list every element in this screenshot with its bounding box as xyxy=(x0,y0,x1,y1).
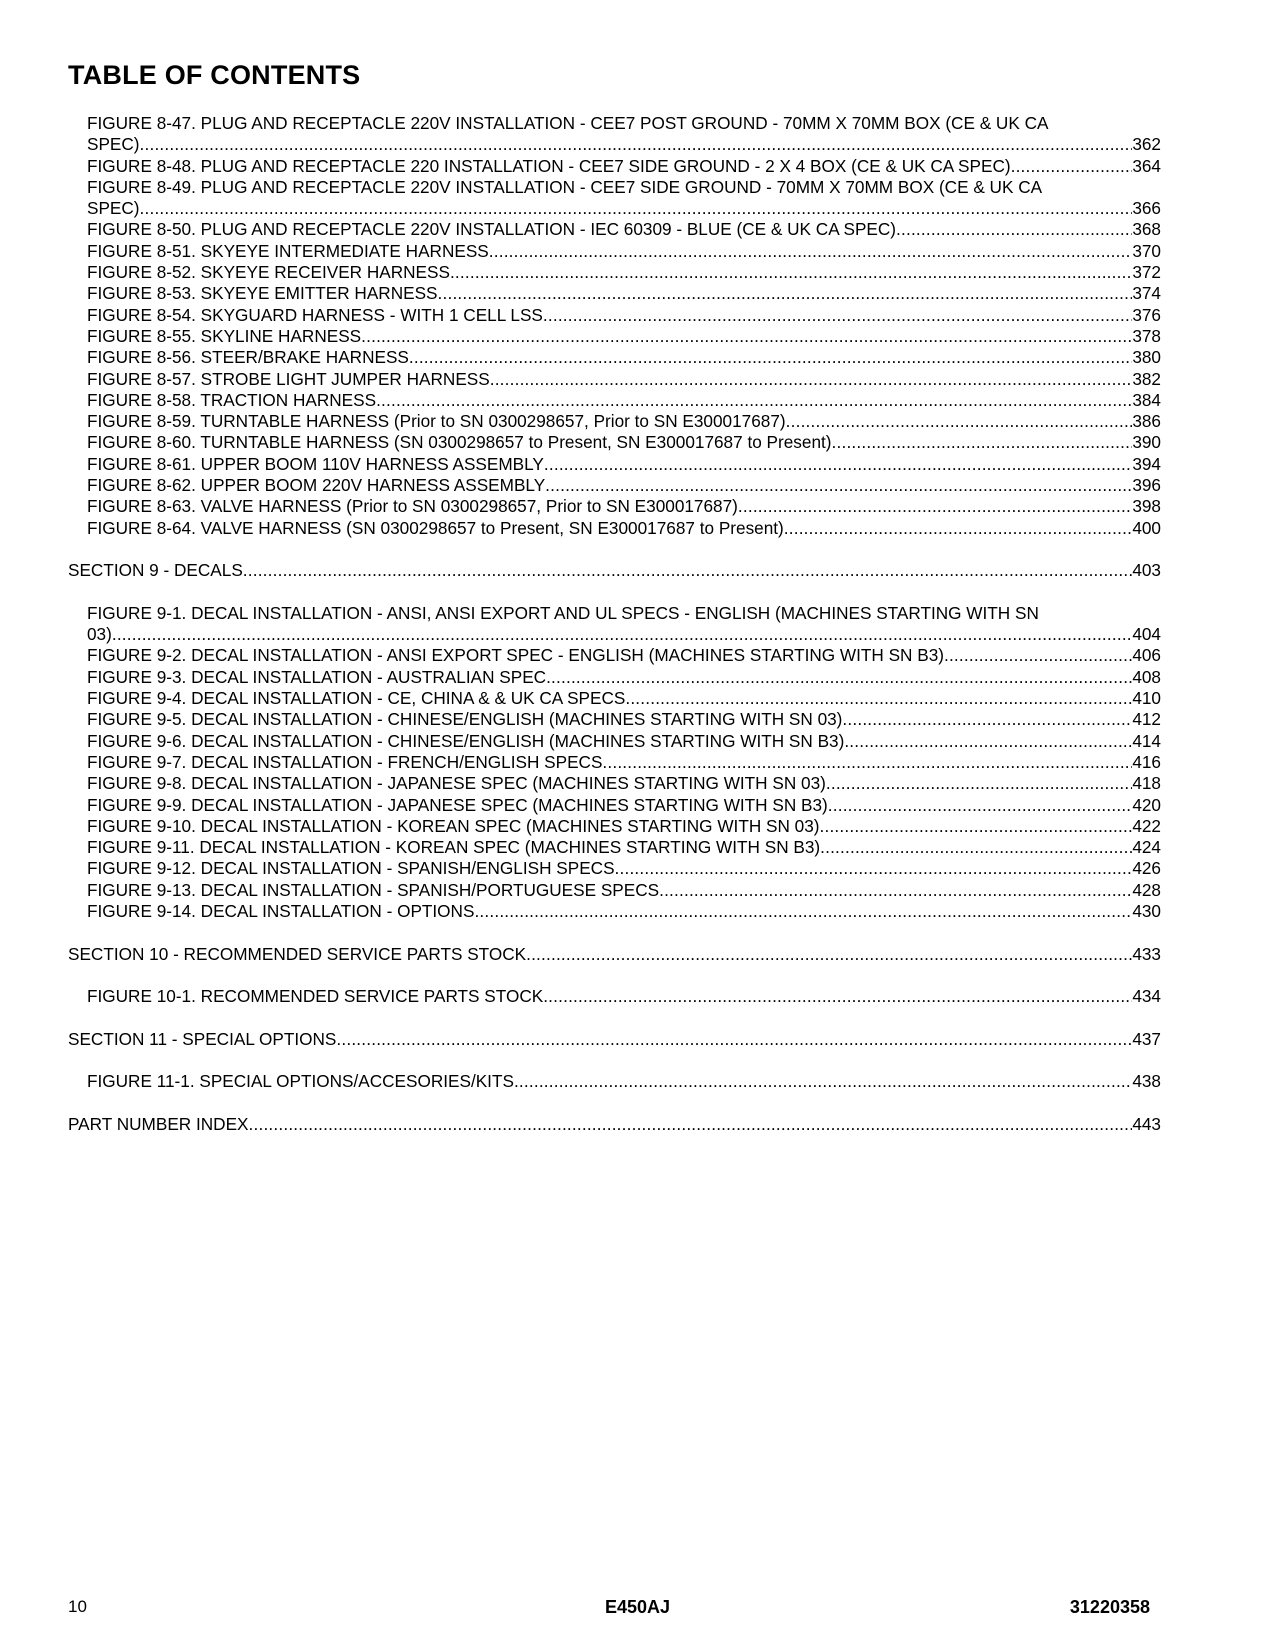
toc-entry-title: SPEC) xyxy=(87,198,140,219)
toc-entry-page: 382 xyxy=(1132,368,1161,389)
toc-entry-title: FIGURE 8-52. SKYEYE RECEIVER HARNESS xyxy=(87,262,450,283)
dot-leader xyxy=(602,752,1132,773)
toc-figure-entry[interactable] xyxy=(0,305,1275,326)
toc-entry-page: 362 xyxy=(1132,134,1161,155)
toc-entry-page: 443 xyxy=(1132,1113,1161,1134)
toc-entry-title: FIGURE 8-50. PLUG AND RECEPTACLE 220V INSTALLATION - IEC 60309 - BLUE (CE & UK CA SPEC) xyxy=(87,219,897,240)
toc-entry-page: 404 xyxy=(1132,624,1161,645)
toc-entry-title: FIGURE 8-57. STROBE LIGHT JUMPER HARNESS xyxy=(87,368,490,389)
toc-entry-page: 390 xyxy=(1132,432,1161,453)
spacer xyxy=(0,965,1275,986)
toc-entry-title-line1: FIGURE 8-49. PLUG AND RECEPTACLE 220V INSTALLATION - CEE7 SIDE GROUND - 70MM X 70MM BOX (CE & UK CA xyxy=(87,176,1043,197)
footer-model: E450AJ xyxy=(604,1597,671,1617)
toc-figure-entry[interactable] xyxy=(0,837,1275,858)
toc-entry-title: FIGURE 8-51. SKYEYE INTERMEDIATE HARNESS xyxy=(87,240,489,261)
toc-figure-entry[interactable] xyxy=(0,752,1275,773)
dot-leader xyxy=(738,496,1132,517)
toc-figure-entry[interactable] xyxy=(0,667,1275,688)
toc-figure-entry[interactable] xyxy=(0,347,1275,368)
toc-entry-page: 406 xyxy=(1132,645,1161,666)
toc-figure-entry[interactable] xyxy=(0,496,1275,517)
toc-figure-entry[interactable] xyxy=(0,773,1275,794)
dot-leader xyxy=(490,369,1133,390)
toc-entry-title: FIGURE 9-13. DECAL INSTALLATION - SPANISH/PORTUGUESE SPECS xyxy=(87,879,660,900)
dot-leader xyxy=(1011,156,1133,177)
toc-entry-page: 430 xyxy=(1132,900,1161,921)
toc-list xyxy=(0,113,1275,1135)
toc-entry-page: 433 xyxy=(1132,943,1161,964)
toc-entry-title: SECTION 9 - DECALS xyxy=(68,560,243,581)
dot-leader xyxy=(784,518,1133,539)
toc-entry-title: FIGURE 8-48. PLUG AND RECEPTACLE 220 INSTALLATION - CEE7 SIDE GROUND - 2 X 4 BOX (CE & UK CA SPEC) xyxy=(87,155,1011,176)
toc-entry-page: 370 xyxy=(1132,240,1161,261)
toc-entry-title: FIGURE 9-9. DECAL INSTALLATION - JAPANESE SPEC (MACHINES STARTING WITH SN B3) xyxy=(87,794,828,815)
toc-entry-page: 364 xyxy=(1132,155,1161,176)
toc-entry-page: 408 xyxy=(1132,666,1161,687)
toc-entry-title: FIGURE 8-61. UPPER BOOM 110V HARNESS ASSEMBLY xyxy=(87,453,544,474)
toc-entry-title: SECTION 11 - SPECIAL OPTIONS xyxy=(68,1028,337,1049)
toc-entry-page: 426 xyxy=(1132,858,1161,879)
spacer xyxy=(0,1050,1275,1071)
toc-entry-title: FIGURE 8-63. VALVE HARNESS (Prior to SN 0300298657, Prior to SN E300017687) xyxy=(87,496,738,517)
toc-entry-title-line1: FIGURE 9-1. DECAL INSTALLATION - ANSI, ANSI EXPORT AND UL SPECS - ENGLISH (MACHINES STARTING WITH SN xyxy=(87,602,1039,623)
page-title: TABLE OF CONTENTS xyxy=(68,60,361,90)
toc-figure-entry[interactable] xyxy=(0,603,1275,646)
toc-entry-title: SECTION 10 - RECOMMENDED SERVICE PARTS STOCK xyxy=(68,943,527,964)
toc-entry-title: FIGURE 8-62. UPPER BOOM 220V HARNESS ASSEMBLY xyxy=(87,475,546,496)
dot-leader xyxy=(489,241,1133,262)
dot-leader xyxy=(526,944,1132,965)
dot-leader xyxy=(543,986,1132,1007)
toc-figure-entry[interactable] xyxy=(0,432,1275,453)
dot-leader xyxy=(546,667,1132,688)
toc-entry-title-line1: FIGURE 8-47. PLUG AND RECEPTACLE 220V INSTALLATION - CEE7 POST GROUND - 70MM X 70MM BOX (CE & UK CA xyxy=(87,113,1049,133)
toc-entry-title: FIGURE 8-59. TURNTABLE HARNESS (Prior to SN 0300298657, Prior to SN E300017687) xyxy=(87,411,786,432)
toc-entry-page: 412 xyxy=(1132,709,1161,730)
dot-leader xyxy=(826,773,1132,794)
dot-leader xyxy=(545,475,1132,496)
toc-entry-title: FIGURE 9-4. DECAL INSTALLATION - CE, CHINA & & UK CA SPECS xyxy=(87,688,626,709)
dot-leader xyxy=(450,262,1132,283)
toc-entry-page: 386 xyxy=(1132,411,1161,432)
toc-entry-title: FIGURE 9-14. DECAL INSTALLATION - OPTIONS xyxy=(87,900,475,921)
dot-leader xyxy=(842,709,1132,730)
dot-leader xyxy=(832,432,1133,453)
toc-entry-page: 374 xyxy=(1132,283,1161,304)
toc-figure-entry[interactable] xyxy=(0,475,1275,496)
toc-entry-page: 438 xyxy=(1132,1071,1161,1092)
toc-entry-page: 410 xyxy=(1132,688,1161,709)
toc-entry-page: 398 xyxy=(1132,496,1161,517)
toc-figure-entry[interactable] xyxy=(0,731,1275,752)
toc-section-entry[interactable] xyxy=(0,1114,1275,1135)
toc-entry-page: 437 xyxy=(1132,1028,1161,1049)
dot-leader xyxy=(820,837,1132,858)
toc-entry-title: FIGURE 8-58. TRACTION HARNESS xyxy=(87,389,377,410)
toc-entry-page: 418 xyxy=(1132,773,1161,794)
toc-figure-entry[interactable] xyxy=(0,858,1275,879)
dot-leader xyxy=(112,624,1132,645)
toc-entry-title: FIGURE 9-2. DECAL INSTALLATION - ANSI EXPORT SPEC - ENGLISH (MACHINES STARTING WITH SN B3) xyxy=(87,645,944,666)
toc-figure-entry[interactable] xyxy=(0,645,1275,666)
dot-leader xyxy=(615,858,1133,879)
dot-leader xyxy=(243,560,1133,581)
toc-figure-entry[interactable] xyxy=(0,156,1275,177)
toc-entry-title: FIGURE 10-1. RECOMMENDED SERVICE PARTS STOCK xyxy=(87,986,544,1007)
dot-leader xyxy=(543,305,1132,326)
dot-leader xyxy=(376,390,1132,411)
dot-leader xyxy=(820,816,1133,837)
toc-entry-title: SPEC) xyxy=(87,134,140,155)
dot-leader xyxy=(514,1071,1132,1092)
toc-entry-page: 414 xyxy=(1132,730,1161,751)
toc-figure-entry[interactable] xyxy=(0,113,1275,156)
dot-leader xyxy=(896,219,1132,240)
toc-entry-page: 403 xyxy=(1132,560,1161,581)
dot-leader xyxy=(828,795,1133,816)
toc-figure-entry[interactable] xyxy=(0,816,1275,837)
toc-entry-page: 384 xyxy=(1132,389,1161,410)
toc-figure-entry[interactable] xyxy=(0,177,1275,220)
toc-figure-entry[interactable] xyxy=(0,1071,1275,1092)
spacer xyxy=(0,1007,1275,1028)
toc-figure-entry[interactable] xyxy=(0,262,1275,283)
toc-figure-entry[interactable] xyxy=(0,241,1275,262)
toc-figure-entry[interactable] xyxy=(0,986,1275,1007)
dot-leader xyxy=(474,901,1132,922)
toc-entry-title: FIGURE 9-3. DECAL INSTALLATION - AUSTRALIAN SPEC xyxy=(87,666,547,687)
dot-leader xyxy=(249,1114,1133,1135)
toc-entry-title: PART NUMBER INDEX xyxy=(68,1113,249,1134)
spacer xyxy=(0,922,1275,943)
toc-figure-entry[interactable] xyxy=(0,518,1275,539)
toc-entry-title: FIGURE 8-54. SKYGUARD HARNESS - WITH 1 CELL LSS xyxy=(87,304,543,325)
toc-entry-title: FIGURE 9-7. DECAL INSTALLATION - FRENCH/ENGLISH SPECS xyxy=(87,751,603,772)
spacer xyxy=(0,1093,1275,1114)
toc-entry-page: 396 xyxy=(1132,475,1161,496)
toc-entry-page: 368 xyxy=(1132,219,1161,240)
dot-leader xyxy=(361,326,1132,347)
dot-leader xyxy=(625,688,1132,709)
toc-entry-title: FIGURE 9-5. DECAL INSTALLATION - CHINESE/ENGLISH (MACHINES STARTING WITH SN 03) xyxy=(87,709,843,730)
toc-section-entry[interactable] xyxy=(0,944,1275,965)
toc-section-entry[interactable] xyxy=(0,1029,1275,1050)
toc-entry-page: 372 xyxy=(1132,262,1161,283)
spacer xyxy=(0,539,1275,560)
toc-entry-page: 400 xyxy=(1132,517,1161,538)
toc-figure-entry[interactable] xyxy=(0,369,1275,390)
toc-section-entry[interactable] xyxy=(0,560,1275,581)
toc-entry-title: FIGURE 9-11. DECAL INSTALLATION - KOREAN SPEC (MACHINES STARTING WITH SN B3) xyxy=(87,837,821,858)
dot-leader xyxy=(438,283,1133,304)
toc-entry-title: FIGURE 8-53. SKYEYE EMITTER HARNESS xyxy=(87,283,438,304)
dot-leader xyxy=(659,880,1132,901)
dot-leader xyxy=(786,411,1133,432)
dot-leader xyxy=(944,645,1132,666)
toc-entry-page: 380 xyxy=(1132,347,1161,368)
toc-figure-entry[interactable] xyxy=(0,411,1275,432)
toc-entry-page: 378 xyxy=(1132,325,1161,346)
dot-leader xyxy=(336,1029,1132,1050)
toc-entry-page: 424 xyxy=(1132,837,1161,858)
toc-figure-entry[interactable] xyxy=(0,283,1275,304)
toc-figure-entry[interactable] xyxy=(0,326,1275,347)
toc-entry-page: 416 xyxy=(1132,751,1161,772)
dot-leader xyxy=(140,134,1133,155)
dot-leader xyxy=(409,347,1132,368)
toc-figure-entry[interactable] xyxy=(0,880,1275,901)
footer-page-number: 10 xyxy=(68,1597,87,1616)
toc-figure-entry[interactable] xyxy=(0,688,1275,709)
toc-figure-entry[interactable] xyxy=(0,219,1275,240)
toc-entry-title: 03) xyxy=(87,624,112,645)
dot-leader xyxy=(844,731,1132,752)
toc-figure-entry[interactable] xyxy=(0,901,1275,922)
toc-entry-page: 428 xyxy=(1132,879,1161,900)
toc-entry-title: FIGURE 11-1. SPECIAL OPTIONS/ACCESORIES/KITS xyxy=(87,1071,514,1092)
toc-figure-entry[interactable] xyxy=(0,709,1275,730)
toc-entry-title: FIGURE 9-12. DECAL INSTALLATION - SPANISH/ENGLISH SPECS xyxy=(87,858,615,879)
toc-figure-entry[interactable] xyxy=(0,795,1275,816)
toc-entry-page: 394 xyxy=(1132,453,1161,474)
toc-entry-title: FIGURE 8-64. VALVE HARNESS (SN 0300298657 to Present, SN E300017687 to Present) xyxy=(87,517,784,538)
toc-entry-title: FIGURE 8-55. SKYLINE HARNESS xyxy=(87,325,362,346)
footer-doc-number: 31220358 xyxy=(1069,1597,1150,1617)
toc-figure-entry[interactable] xyxy=(0,454,1275,475)
dot-leader xyxy=(544,454,1132,475)
toc-entry-title: FIGURE 9-8. DECAL INSTALLATION - JAPANESE SPEC (MACHINES STARTING WITH SN 03) xyxy=(87,773,826,794)
toc-entry-page: 366 xyxy=(1132,198,1161,219)
dot-leader xyxy=(140,198,1133,219)
spacer xyxy=(0,582,1275,603)
toc-entry-page: 434 xyxy=(1132,986,1161,1007)
toc-entry-page: 422 xyxy=(1132,815,1161,836)
toc-entry-title: FIGURE 8-56. STEER/BRAKE HARNESS xyxy=(87,347,409,368)
toc-figure-entry[interactable] xyxy=(0,390,1275,411)
toc-entry-title: FIGURE 9-10. DECAL INSTALLATION - KOREAN SPEC (MACHINES STARTING WITH SN 03) xyxy=(87,815,820,836)
toc-entry-title: FIGURE 8-60. TURNTABLE HARNESS (SN 0300298657 to Present, SN E300017687 to Present) xyxy=(87,432,832,453)
toc-entry-title: FIGURE 9-6. DECAL INSTALLATION - CHINESE/ENGLISH (MACHINES STARTING WITH SN B3) xyxy=(87,730,845,751)
toc-entry-page: 376 xyxy=(1132,304,1161,325)
toc-entry-page: 420 xyxy=(1132,794,1161,815)
